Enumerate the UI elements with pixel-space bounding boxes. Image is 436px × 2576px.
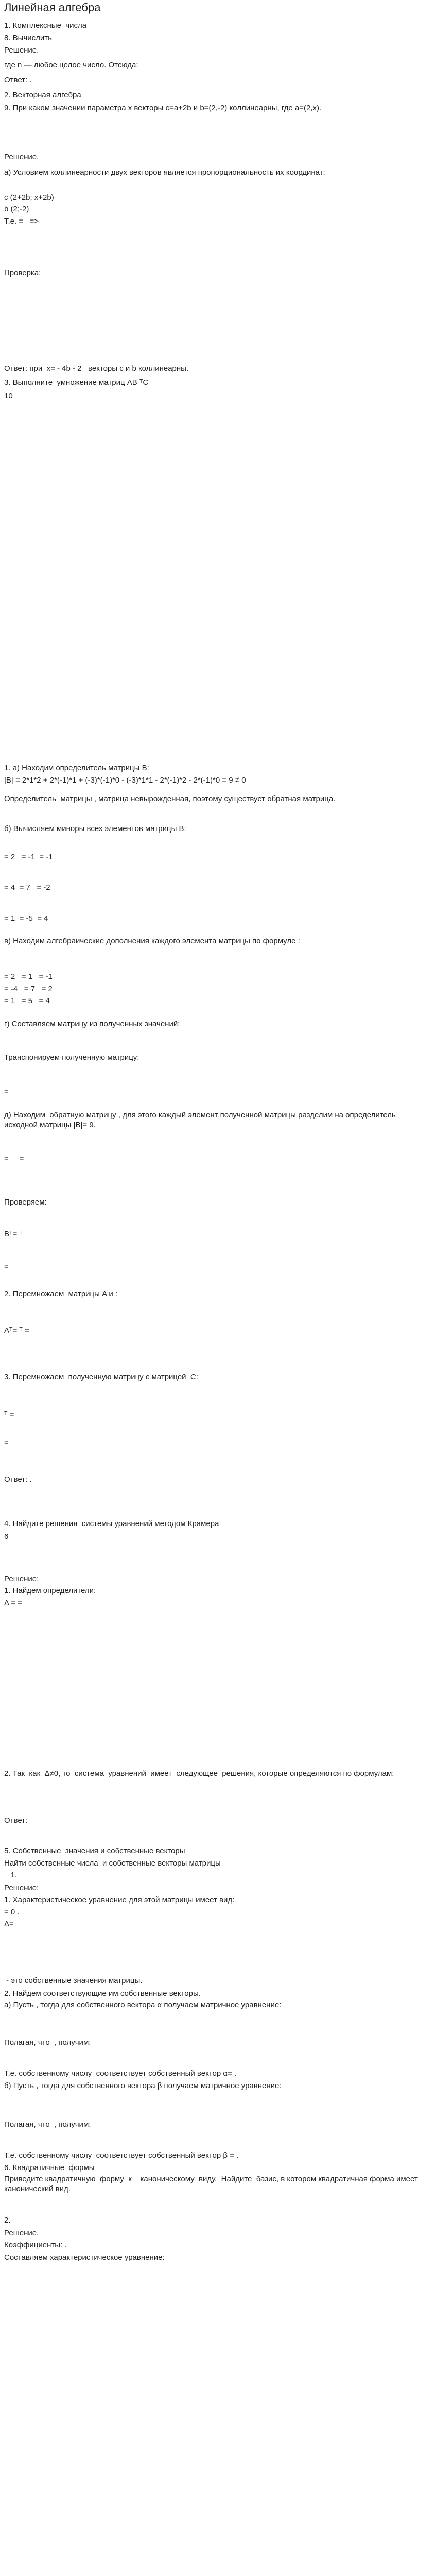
text-line: где n — любое целое число. Отсюда: — [4, 61, 138, 70]
text-line: Δ = = — [4, 1599, 23, 1607]
text-line: Решение. — [4, 152, 39, 161]
text-line: = -4 = 7 = 2 — [4, 985, 53, 993]
text-line: Транспонируем полученную матрицу: — [4, 1053, 139, 1062]
text-line: 3. Выполните умножение матриц AB ᵀC — [4, 378, 149, 387]
text-line: а) Пусть , тогда для собственного вектора α получаем матричное уравнение: — [4, 2001, 282, 2009]
text-line: д) Находим обратную матрицу , для этого каждый элемент полученной матрицы разделим на определитель исходной матрицы |B|= 9. — [4, 1111, 398, 1129]
text-line: 6 — [4, 1532, 9, 1541]
text-line: Решение. — [4, 2229, 39, 2238]
text-line: = 1 = 5 = 4 — [4, 996, 50, 1005]
text-line: Найти собственные числа и собственные векторы матрицы — [4, 1859, 221, 1868]
text-line: г) Составляем матрицу из полученных значений: — [4, 1020, 180, 1028]
text-line: = 1 = -5 = 4 — [4, 914, 48, 923]
text-line: Проверяем: — [4, 1198, 47, 1207]
text-line: 8. Вычислить — [4, 33, 52, 42]
text-line: Коэффициенты: . — [4, 2241, 67, 2249]
text-line: 2. — [4, 2216, 11, 2225]
text-line: Полагая, что , получим: — [4, 2038, 91, 2047]
text-line: б) Пусть , тогда для собственного вектора β получаем матричное уравнение: — [4, 2081, 282, 2090]
text-line: 3. Перемножаем полученную матрицу с матрицей C: — [4, 1372, 198, 1381]
text-line: Решение: — [4, 1574, 39, 1583]
text-line: Т.е. = => — [4, 217, 39, 226]
text-line: Составляем характеристическое уравнение: — [4, 2253, 165, 2262]
text-line: Ответ: . — [4, 76, 32, 84]
text-line: 1. Найдем определители: — [4, 1586, 96, 1595]
text-line: Ответ: — [4, 1816, 28, 1825]
text-line: 2. Перемножаем матрицы A и : — [4, 1290, 118, 1298]
text-line: 2. Так как Δ≠0, то система уравнений имеет следующее решения, которые определяются по формулам: — [4, 1769, 394, 1778]
text-line: Приведите квадратичную форму к каноническому виду. Найдите базис, в котором квадратичная форма имеет канонический вид. — [4, 2175, 420, 2193]
text-line: Δ= — [4, 1920, 14, 1928]
text-line: 9. При каком значении параметра x векторы c=a+2b и b=(2,-2) коллинеарны, где a=(2,x). — [4, 104, 322, 112]
text-line: Определитель матрицы , матрица невырожденная, поэтому существует обратная матрица. — [4, 794, 336, 803]
page-title: Линейная алгебра — [4, 1, 101, 14]
text-line: 2. Векторная алгебра — [4, 91, 81, 99]
text-line: ᵀ = — [4, 1410, 14, 1419]
text-line: 1. Комплексные числа — [4, 21, 87, 30]
text-line: b (2;-2) — [4, 205, 29, 213]
text-line: = 2 = 1 = -1 — [4, 972, 53, 981]
text-line: = 0 . — [4, 1908, 20, 1917]
text-line: б) Вычисляем миноры всех элементов матрицы B: — [4, 824, 186, 833]
text-line: 5. Собственные значения и собственные векторы — [4, 1846, 185, 1855]
text-line: 1. — [4, 1871, 18, 1879]
text-line: Ответ: при x= - 4b - 2 векторы c и b коллинеарны. — [4, 364, 189, 373]
text-line: = — [4, 1263, 9, 1272]
text-line: Aᵀ= ᵀ = — [4, 1326, 29, 1335]
text-line: Bᵀ= ᵀ — [4, 1230, 23, 1239]
text-line: Решение. — [4, 46, 39, 55]
text-line: = 4 = 7 = -2 — [4, 883, 50, 892]
text-line: Проверка: — [4, 268, 41, 277]
text-line: Решение: — [4, 1884, 39, 1892]
text-line: = = — [4, 1154, 24, 1163]
text-line: 10 — [4, 392, 13, 400]
text-line: = 2 = -1 = -1 — [4, 853, 53, 861]
text-line: Т.е. собственному числу соответствует собственный вектор α= . — [4, 2069, 237, 2078]
text-line: - это собственные значения матрицы. — [4, 1976, 143, 1985]
text-line: Ответ: . — [4, 1475, 32, 1484]
text-line: Полагая, что , получим: — [4, 2120, 91, 2129]
text-line: 1. Характеристическое уравнение для этой матрицы имеет вид: — [4, 1895, 235, 1904]
text-line: |B| = 2*1*2 + 2*(-1)*1 + (-3)*(-1)*0 - (-3)*1*1 - 2*(-1)*2 - 2*(-1)*0 = 9 ≠ 0 — [4, 776, 246, 785]
text-line: в) Находим алгебраические дополнения каждого элемента матрицы по формуле : — [4, 937, 300, 945]
text-line: 6. Квадратичные формы — [4, 2163, 95, 2172]
text-line: а) Условием коллинеарности двух векторов является пропорциональность их координат: — [4, 168, 325, 177]
text-line: = — [4, 1438, 9, 1447]
text-line: Т.е. собственному числу соответствует собственный вектор β = . — [4, 2151, 239, 2160]
text-line: 1. а) Находим определитель матрицы B: — [4, 764, 149, 772]
text-line: = — [4, 1087, 9, 1096]
text-line: 4. Найдите решения системы уравнений методом Крамера — [4, 1519, 219, 1528]
text-line: c (2+2b; x+2b) — [4, 193, 54, 202]
text-line: 2. Найдем соответствующие им собственные векторы. — [4, 1989, 201, 1998]
